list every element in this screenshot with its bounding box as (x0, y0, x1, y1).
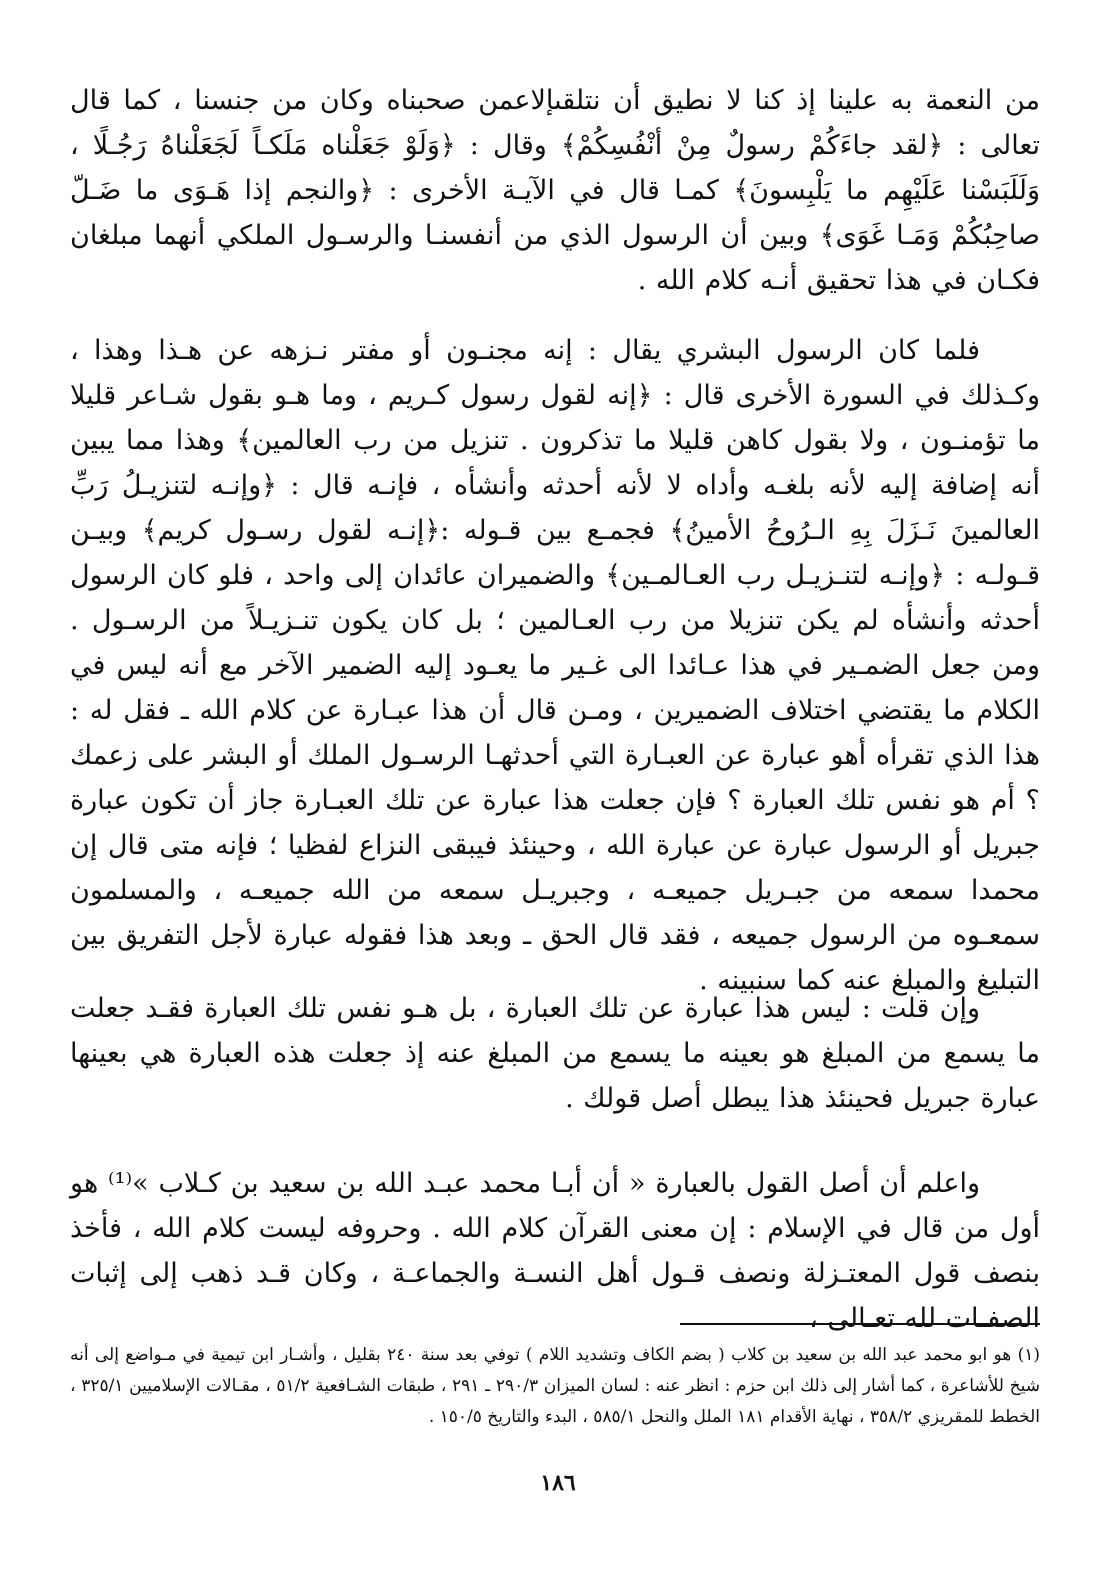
paragraph-4: واعلم أن أصل القول بالعبارة « أن أبـا محمد عبـد الله بن سعيد بن كـلاب »⁽¹⁾ هو أول من قال في الإسلام : إن معنى القرآن كلام الله . وحروفه ليست كلام الله ، فأخذ بنصف قول المعتـزلة ونصف قـول أهل النسـة والجماعـة ، وكان قـد ذهب إلى إثبات الصفـات لله تعـالى ، (70, 1168, 1040, 1334)
footnote-divider (680, 1323, 1040, 1325)
page-number: ١٨٦ (540, 1470, 576, 1496)
footnote-area (70, 0, 1040, 1577)
footnote-text: (١) هو ابو محمد عبد الله بن سعيد بن كلاب ( بضم الكاف وتشديد اللام ) توفي بعد سنة ٢٤٠ بقليل ، وأشـار ابن تيمية في مـواضع إلى أنه شيخ للأشاعرة ، كما أشار إلى ذلك ابن حزم : انظر عنه : لسان الميزان ٢٩٠/٣ ـ ٢٩١ ، طبقات الشـافعية ٥١/٢ ، مقـالات الإسلاميين ٣٢٥/١ ، الخطط للمقريزي ٣٥٨/٢ ، نهاية الأقدام ١٨١ الملل والنحل ٥٨٥/١ ، البدء والتاريخ ١٥٠/٥ . (70, 1345, 1041, 1427)
paragraph-3: وإن قلت : ليس هذا عبارة عن تلك العبارة ، بل هـو نفس تلك العبارة فقـد جعلت ما يسمع من المبلغ هو بعينه ما يسمع من المبلغ عنه إذ جعلت هذه العبارة هي بعينها عبارة جبريل فحينئذ هذا يبطل أصل قولك . (70, 993, 1040, 1114)
paragraph-2: فلما كان الرسول البشري يقال : إنه مجنـون أو مفتر نـزهه عن هـذا وهذا ، وكـذلك في السورة الأخرى قال : ﴿إنه لقول رسول كـريم ، وما هـو بقول شـاعر قليلا ما تؤمنـون ، ولا بقول كاهن قليلا ما تذكرون . تنزيل من رب العالمين﴾ وهذا مما يبين أنه إضافة إليه لأنه بلغـه وأداه لا لأنه أحدثه وأنشأه ، فإنـه قال : ﴿وإنـه لتنزيـلُ رَبِّ العالمينَ نَـزَلَ بِهِ الـرُوحُ الأمينُ﴾ فجمـع بين قـوله :﴿إنـه لقول رسـول كريم﴾ وبيـن قـولـه : ﴿وإنـه لتنـزيـل رب العـالمـين﴾ والضميران عائدان إلى واحد ، فلو كان الرسول أحدثه وأنشأه لم يكن تنزيلا من رب العـالمين ؛ بل كان يكون تنـزيـلاً من الرسـول . ومن جعل الضمـير في هذا عـائدا الى غـير ما يعـود إليه الضمير الآخر مع أنه ليس في الكلام ما يقتضي اختلاف الضميرين ، ومـن قال أن هذا عبـارة عن كلام الله ـ فقل له : هذا الذي تقرأه أهو عبارة عن العبـارة التي أحدثهـا الرسـول الملك أو البشر على زعمك ؟ أم هو نفس تلك العبارة ؟ فإن جعلت هذا عبارة عن تلك العبـارة جاز أن تكون عبارة جبريل أو الرسول عبارة عن عبارة الله ، وحينئذ فيبقى النزاع لفظيا ؛ فإنه متى قال إن محمدا سمعه من جبـريل جميعـه ، وجبريـل سمعه من الله جميعـه ، والمسلمون سمعـوه من الرسول جميعه ، فقد قال الحق ـ وبعد هذا فقوله عبارة لأجل التفريق بين التبليغ والمبلغ عنه كما سنبينه . (70, 335, 1040, 996)
paragraph-1: من النعمة به علينا إذ كنا لا نطيق أن نتلقىإلاعمن صحبناه وكان من جنسنا ، كما قال تعالى : ﴿لقد جاءَكُمْ رسولٌ مِنْ أنْفُسِكُمْ﴾ وقال : ﴿وَلَوْ جَعَلْناه مَلَكـاً لَجَعَلْناهُ رَجُـلًا ، وَلَلَبَسْنا عَلَيْهِم ما يَلْبِسونَ﴾ كمـا قال في الآيـة الأخرى : ﴿والنجم إذا هَـوَى ما ضَـلّ صاحِبُكُمْ وَمَـا غَوَى﴾ وبين أن الرسول الذي من أنفسنـا والرسـول الملكي أنهما مبلغان فكـان في هذا تحقيق أنـه كلام الله . (70, 85, 1040, 296)
